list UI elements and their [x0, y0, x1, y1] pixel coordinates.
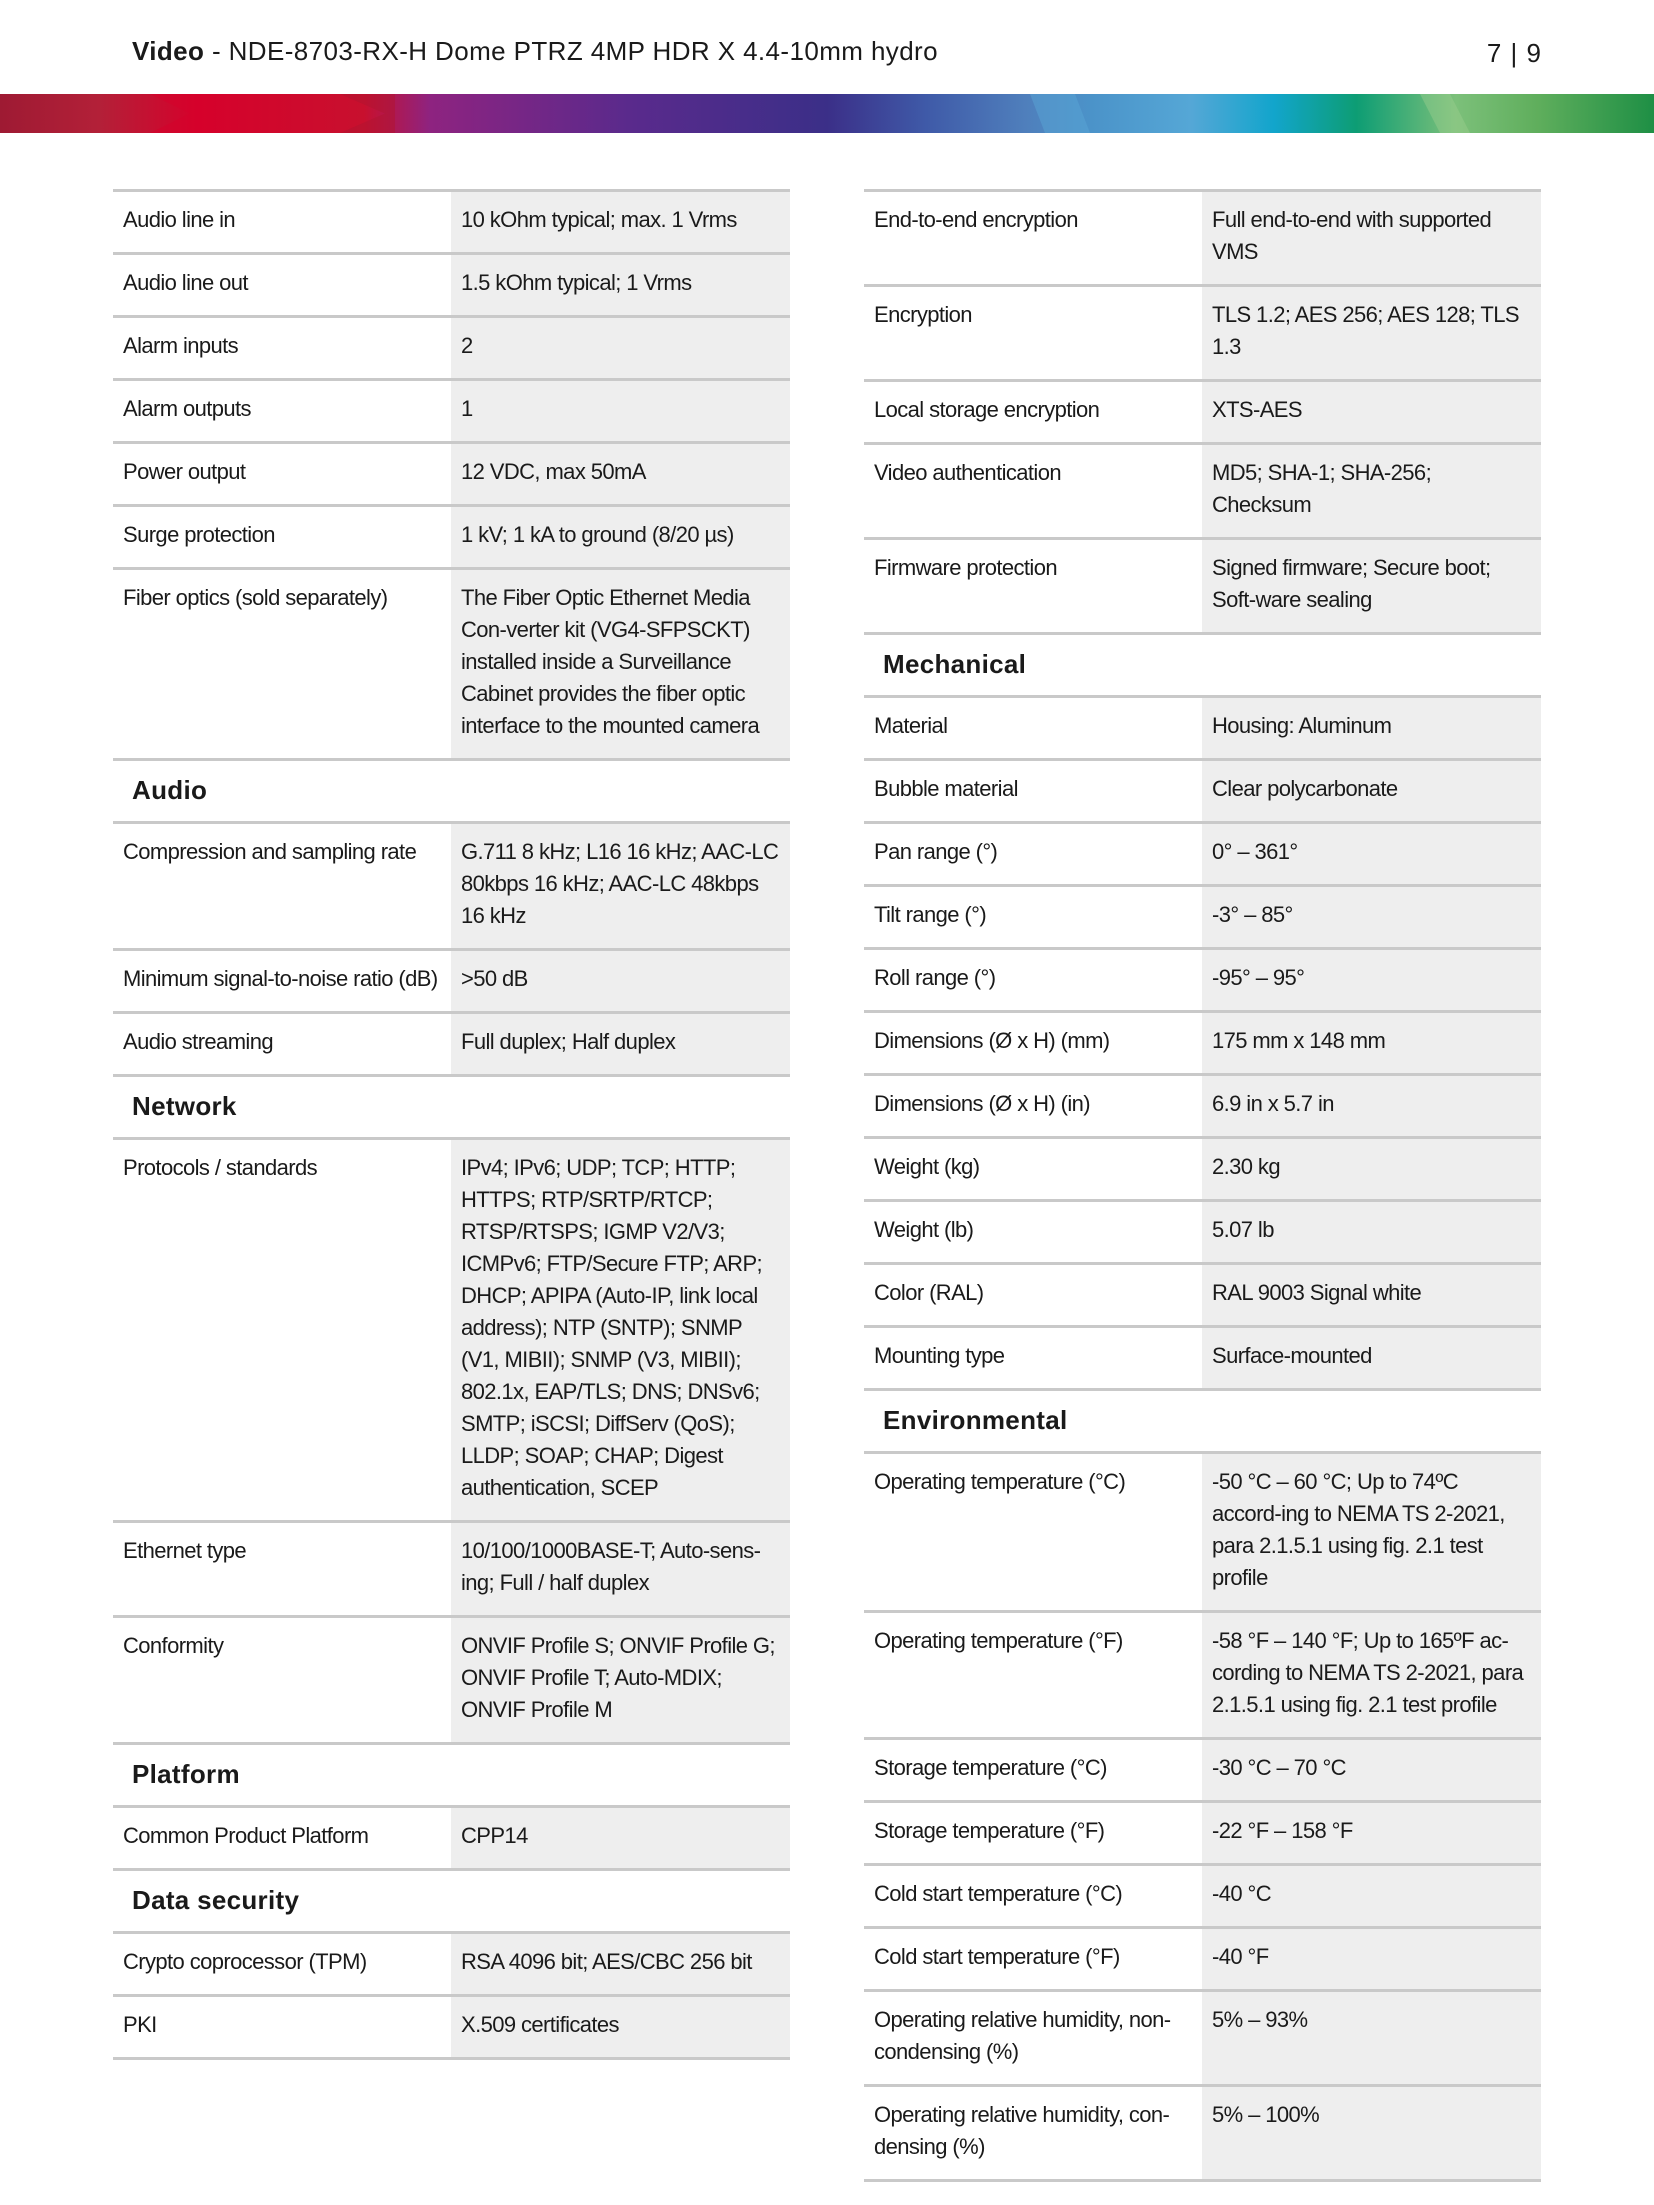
- spec-value: Full end-to-end with supported VMS: [1202, 191, 1541, 286]
- spec-label: Audio line out: [113, 254, 451, 317]
- spec-value: 5% – 100%: [1202, 2086, 1541, 2181]
- spec-label: Ethernet type: [113, 1522, 451, 1617]
- spec-value: G.711 8 kHz; L16 16 kHz; AAC-LC 80kbps 16 kHz; AAC-LC 48kbps 16 kHz: [451, 823, 790, 950]
- spec-value: 12 VDC, max 50mA: [451, 443, 790, 506]
- page-header: [0, 0, 1654, 95]
- spec-label: Operating relative humidity, con-densing (%): [864, 2086, 1202, 2181]
- spec-row: [113, 1013, 790, 1076]
- spec-row: [864, 949, 1541, 1012]
- product-name: - NDE-8703-RX-H Dome PTRZ 4MP HDR X 4.4-10mm hydro: [204, 36, 938, 66]
- spec-label: Weight (lb): [864, 1201, 1202, 1264]
- section-heading: Audio: [113, 760, 790, 823]
- spec-column-right: [864, 189, 1541, 2182]
- spec-value: MD5; SHA-1; SHA-256; Checksum: [1202, 444, 1541, 539]
- spec-label: Power output: [113, 443, 451, 506]
- spec-row: [864, 760, 1541, 823]
- spec-row: [864, 2086, 1541, 2181]
- spec-label: Bubble material: [864, 760, 1202, 823]
- spec-value: 5% – 93%: [1202, 1991, 1541, 2086]
- spec-label: Firmware protection: [864, 539, 1202, 634]
- spec-label: Minimum signal-to-noise ratio (dB): [113, 950, 451, 1013]
- spec-value: 175 mm x 148 mm: [1202, 1012, 1541, 1075]
- spec-label: Storage temperature (°C): [864, 1739, 1202, 1802]
- spec-row: [864, 286, 1541, 381]
- brand-color-band: [0, 94, 1654, 133]
- spec-label: Operating temperature (°C): [864, 1453, 1202, 1612]
- spec-row: [113, 254, 790, 317]
- spec-value: IPv4; IPv6; UDP; TCP; HTTP; HTTPS; RTP/SRTP/RTCP; RTSP/RTSPS; IGMP V2/V3; ICMPv6; FTP/Secure FTP; ARP; DHCP; APIPA (Auto-IP, link local address); NTP (SNTP); SNMP (V1, MIBII); SNMP (V3, MIBII); 802.1x, EAP/TLS; DNS; DNSv6; SMTP; iSCSI; DiffServ (QoS); LLDP; SOAP; CHAP; Digest authentication, SCEP: [451, 1139, 790, 1522]
- spec-row: [113, 1807, 790, 1870]
- spec-value: 5.07 lb: [1202, 1201, 1541, 1264]
- spec-label: Dimensions (Ø x H) (mm): [864, 1012, 1202, 1075]
- spec-label: Alarm outputs: [113, 380, 451, 443]
- section-heading-row: [113, 1076, 790, 1139]
- spec-row: [864, 697, 1541, 760]
- spec-row: [864, 1327, 1541, 1390]
- spec-row: [864, 823, 1541, 886]
- spec-label: Pan range (°): [864, 823, 1202, 886]
- spec-row: [864, 1264, 1541, 1327]
- spec-value: 0° – 361°: [1202, 823, 1541, 886]
- spec-row: [864, 381, 1541, 444]
- spec-row: [864, 191, 1541, 286]
- section-heading-row: [113, 1870, 790, 1933]
- spec-label: Audio streaming: [113, 1013, 451, 1076]
- spec-row: [864, 1201, 1541, 1264]
- section-heading-row: [113, 1744, 790, 1807]
- spec-row: [864, 1012, 1541, 1075]
- spec-value: The Fiber Optic Ethernet Media Con-verter kit (VG4-SFPSCKT) installed inside a Surveillance Cabinet provides the fiber optic interface to the mounted camera: [451, 569, 790, 760]
- spec-label: Operating relative humidity, non-condensing (%): [864, 1991, 1202, 2086]
- table-bottom-rule-cell: [113, 2059, 790, 2061]
- spec-value: X.509 certificates: [451, 1996, 790, 2059]
- spec-label: Cold start temperature (°F): [864, 1928, 1202, 1991]
- spec-row: [113, 1139, 790, 1522]
- spec-row: [864, 1138, 1541, 1201]
- spec-value: 1: [451, 380, 790, 443]
- spec-label: Weight (kg): [864, 1138, 1202, 1201]
- spec-row: [864, 1865, 1541, 1928]
- section-heading-row: [864, 1390, 1541, 1453]
- spec-value: 1 kV; 1 kA to ground (8/20 µs): [451, 506, 790, 569]
- spec-row: [864, 1612, 1541, 1739]
- spec-label: Mounting type: [864, 1327, 1202, 1390]
- spec-value: 2: [451, 317, 790, 380]
- spec-row: [864, 886, 1541, 949]
- spec-label: Tilt range (°): [864, 886, 1202, 949]
- spec-row: [864, 539, 1541, 634]
- table-bottom-rule: [113, 2059, 790, 2061]
- spec-label: Local storage encryption: [864, 381, 1202, 444]
- spec-value: -40 °F: [1202, 1928, 1541, 1991]
- spec-value: XTS-AES: [1202, 381, 1541, 444]
- spec-label: Crypto coprocessor (TPM): [113, 1933, 451, 1996]
- spec-row: [113, 443, 790, 506]
- section-heading: Environmental: [864, 1390, 1541, 1453]
- table-bottom-rule: [864, 2181, 1541, 2183]
- spec-value: TLS 1.2; AES 256; AES 128; TLS 1.3: [1202, 286, 1541, 381]
- spec-value: -95° – 95°: [1202, 949, 1541, 1012]
- spec-label: Storage temperature (°F): [864, 1802, 1202, 1865]
- spec-value: Housing: Aluminum: [1202, 697, 1541, 760]
- spec-value: ONVIF Profile S; ONVIF Profile G; ONVIF Profile T; Auto-MDIX; ONVIF Profile M: [451, 1617, 790, 1744]
- spec-label: Encryption: [864, 286, 1202, 381]
- spec-value: 1.5 kOhm typical; 1 Vrms: [451, 254, 790, 317]
- spec-row: [113, 1617, 790, 1744]
- spec-row: [864, 1928, 1541, 1991]
- section-heading-row: [113, 760, 790, 823]
- spec-row: [113, 1996, 790, 2059]
- spec-row: [864, 1991, 1541, 2086]
- spec-table-right: [864, 189, 1541, 2182]
- section-heading: Platform: [113, 1744, 790, 1807]
- spec-label: Cold start temperature (°C): [864, 1865, 1202, 1928]
- spec-value: RAL 9003 Signal white: [1202, 1264, 1541, 1327]
- spec-value: -50 °C – 60 °C; Up to 74ºC accord-ing to NEMA TS 2-2021, para 2.1.5.1 using fig. 2.1 test profile: [1202, 1453, 1541, 1612]
- spec-label: Surge protection: [113, 506, 451, 569]
- spec-row: [113, 950, 790, 1013]
- spec-label: Audio line in: [113, 191, 451, 254]
- spec-row: [864, 444, 1541, 539]
- spec-row: [113, 823, 790, 950]
- spec-value: -58 °F – 140 °F; Up to 165ºF ac-cording to NEMA TS 2-2021, para 2.1.5.1 using fig. 2.1 test profile: [1202, 1612, 1541, 1739]
- spec-row: [113, 1522, 790, 1617]
- spec-value: 2.30 kg: [1202, 1138, 1541, 1201]
- spec-value: -40 °C: [1202, 1865, 1541, 1928]
- spec-label: Alarm inputs: [113, 317, 451, 380]
- spec-row: [113, 1933, 790, 1996]
- document-title: [132, 36, 938, 67]
- section-heading-row: [864, 634, 1541, 697]
- spec-value: >50 dB: [451, 950, 790, 1013]
- spec-label: End-to-end encryption: [864, 191, 1202, 286]
- spec-label: Video authentication: [864, 444, 1202, 539]
- spec-label: Dimensions (Ø x H) (in): [864, 1075, 1202, 1138]
- spec-label: PKI: [113, 1996, 451, 2059]
- spec-value: CPP14: [451, 1807, 790, 1870]
- spec-value: 10 kOhm typical; max. 1 Vrms: [451, 191, 790, 254]
- document-category: Video: [132, 36, 205, 66]
- spec-label: Color (RAL): [864, 1264, 1202, 1327]
- spec-label: Protocols / standards: [113, 1139, 451, 1522]
- spec-row: [113, 317, 790, 380]
- section-heading: Data security: [113, 1870, 790, 1933]
- spec-value: -22 °F – 158 °F: [1202, 1802, 1541, 1865]
- spec-label: Fiber optics (sold separately): [113, 569, 451, 760]
- spec-label: Material: [864, 697, 1202, 760]
- spec-column-left: [113, 189, 790, 2060]
- spec-row: [864, 1739, 1541, 1802]
- spec-label: Roll range (°): [864, 949, 1202, 1012]
- spec-row: [113, 191, 790, 254]
- section-heading: Mechanical: [864, 634, 1541, 697]
- spec-row: [113, 569, 790, 760]
- spec-table-left: [113, 189, 790, 2060]
- spec-value: RSA 4096 bit; AES/CBC 256 bit: [451, 1933, 790, 1996]
- spec-value: 10/100/1000BASE-T; Auto-sens-ing; Full / half duplex: [451, 1522, 790, 1617]
- spec-row: [113, 380, 790, 443]
- section-heading: Network: [113, 1076, 790, 1139]
- spec-label: Conformity: [113, 1617, 451, 1744]
- spec-value: Signed firmware; Secure boot; Soft-ware sealing: [1202, 539, 1541, 634]
- spec-row: [864, 1802, 1541, 1865]
- spec-value: Clear polycarbonate: [1202, 760, 1541, 823]
- spec-value: Surface-mounted: [1202, 1327, 1541, 1390]
- spec-label: Common Product Platform: [113, 1807, 451, 1870]
- table-bottom-rule-cell: [864, 2181, 1541, 2183]
- spec-label: Operating temperature (°F): [864, 1612, 1202, 1739]
- spec-value: 6.9 in x 5.7 in: [1202, 1075, 1541, 1138]
- spec-value: -30 °C – 70 °C: [1202, 1739, 1541, 1802]
- spec-value: Full duplex; Half duplex: [451, 1013, 790, 1076]
- spec-row: [113, 506, 790, 569]
- page-number: 7 | 9: [1486, 38, 1542, 68]
- spec-row: [864, 1453, 1541, 1612]
- spec-label: Compression and sampling rate: [113, 823, 451, 950]
- spec-row: [864, 1075, 1541, 1138]
- spec-value: -3° – 85°: [1202, 886, 1541, 949]
